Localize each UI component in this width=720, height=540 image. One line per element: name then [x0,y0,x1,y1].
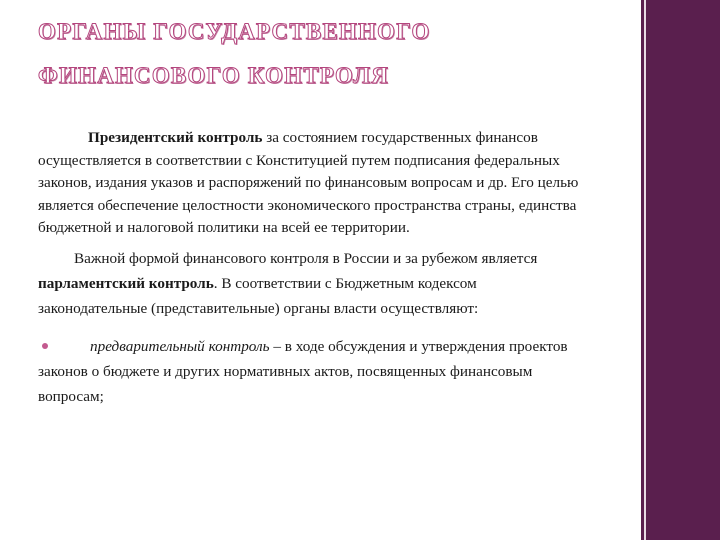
paragraph-presidential-control [38,127,583,240]
bullet-item-text: – в ходе обсуждения и утверждения проектов законов о бюджете и других нормативных актов, посвященных финансовым вопросам; [38,337,568,405]
term-preliminary-control: предварительный контроль [90,337,270,355]
bullet-item-preliminary-control [38,334,583,409]
slide-title-line-1: ОРГАНЫ ГОСУДАРСТВЕННОГО [38,19,431,44]
paragraph-presidential-control-text: за состоянием государственных финансов осуществляется в соответствии с Конституцией путем подписания федеральных законов, издания указов и распоряжений по финансовым вопросам и др. Его целью является обеспечение целостности экономического пространства страны, единства бюджетной и налоговой политики на всей ее территории. [38,129,579,237]
paragraph-parliamentary-intro: Важной формой финансового контроля в России и за рубежом является [74,249,538,267]
paragraph-parliamentary-text: . В соответствии с Бюджетным кодексом законодательные (представительные) органы власти осуществляют: [38,274,479,317]
term-presidential-control: Президентский контроль [88,129,263,146]
slide-body [38,127,583,409]
decorative-sidebar [641,0,720,540]
decorative-sidebar-stripe [644,0,646,540]
slide-title [38,10,628,98]
slide-title-line-2: ФИНАНСОВОГО КОНТРОЛЯ [38,63,390,88]
paragraph-parliamentary-control [38,246,583,321]
bullet-icon [42,343,48,349]
term-parliamentary-control: парламентский контроль [38,274,214,292]
